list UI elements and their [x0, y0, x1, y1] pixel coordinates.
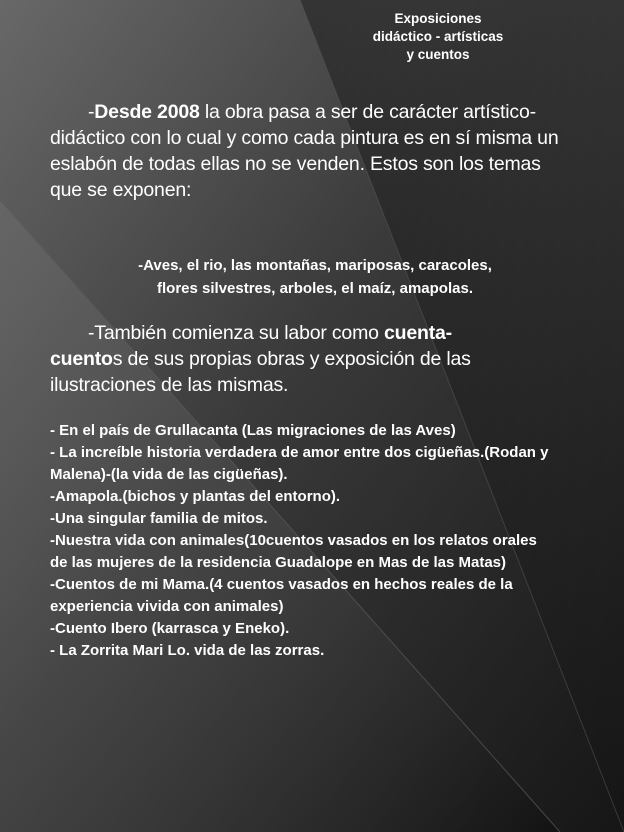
- intro-lead-bold: Desde 2008: [94, 101, 200, 123]
- themes-line: flores silvestres, arboles, el maíz, amapolas.: [157, 280, 473, 297]
- title-line: y cuentos: [406, 47, 470, 62]
- intro-lead-prefix: -: [88, 101, 95, 123]
- slide-title: [330, 10, 546, 64]
- tales-intro-bold: cuento: [50, 348, 113, 370]
- tale-item: - La Zorrita Mari Lo. vida de las zorras.: [50, 642, 325, 659]
- tales-intro-rest: s de sus propias obras y exposición de las ilustraciones de las mismas.: [50, 348, 471, 396]
- title-line: Exposiciones: [394, 11, 482, 26]
- themes-line: -Aves, el rio, las montañas, mariposas, caracoles,: [138, 257, 492, 274]
- tales-intro-prefix: -También comienza su labor como: [88, 322, 384, 344]
- tale-item: - La increíble historia verdadera de amor entre dos cigüeñas.(Rodan y Malena)-(la vida de las cigüeñas).: [50, 444, 549, 483]
- tale-item: -Nuestra vida con animales(10cuentos vasados en los relatos orales de las mujeres de la residencia Guadalope en Mas de las Matas): [50, 532, 537, 571]
- tale-item: -Cuento Ibero (karrasca y Eneko).: [50, 620, 290, 637]
- intro-paragraph: [50, 99, 570, 203]
- tales-intro-paragraph: [50, 320, 570, 398]
- intro-text: la obra pasa a ser de carácter artístico- didáctico con lo cual y como cada pintura es en sí misma un eslabón de todas ellas no se venden. Estos son los temas que se exponen:: [50, 101, 559, 201]
- tale-item: -Una singular familia de mitos.: [50, 510, 268, 527]
- tales-intro-bold: cuenta-: [383, 322, 452, 344]
- tale-item: -Amapola.(bichos y plantas del entorno).: [50, 488, 341, 505]
- themes-list: [80, 254, 550, 300]
- tales-list: [50, 420, 550, 662]
- title-line: didáctico - artísticas: [372, 29, 504, 44]
- tale-item: -Cuentos de mi Mama.(4 cuentos vasados en hechos reales de la experiencia vivida con animales): [50, 576, 513, 615]
- tale-item: - En el país de Grullacanta (Las migraciones de las Aves): [50, 422, 456, 439]
